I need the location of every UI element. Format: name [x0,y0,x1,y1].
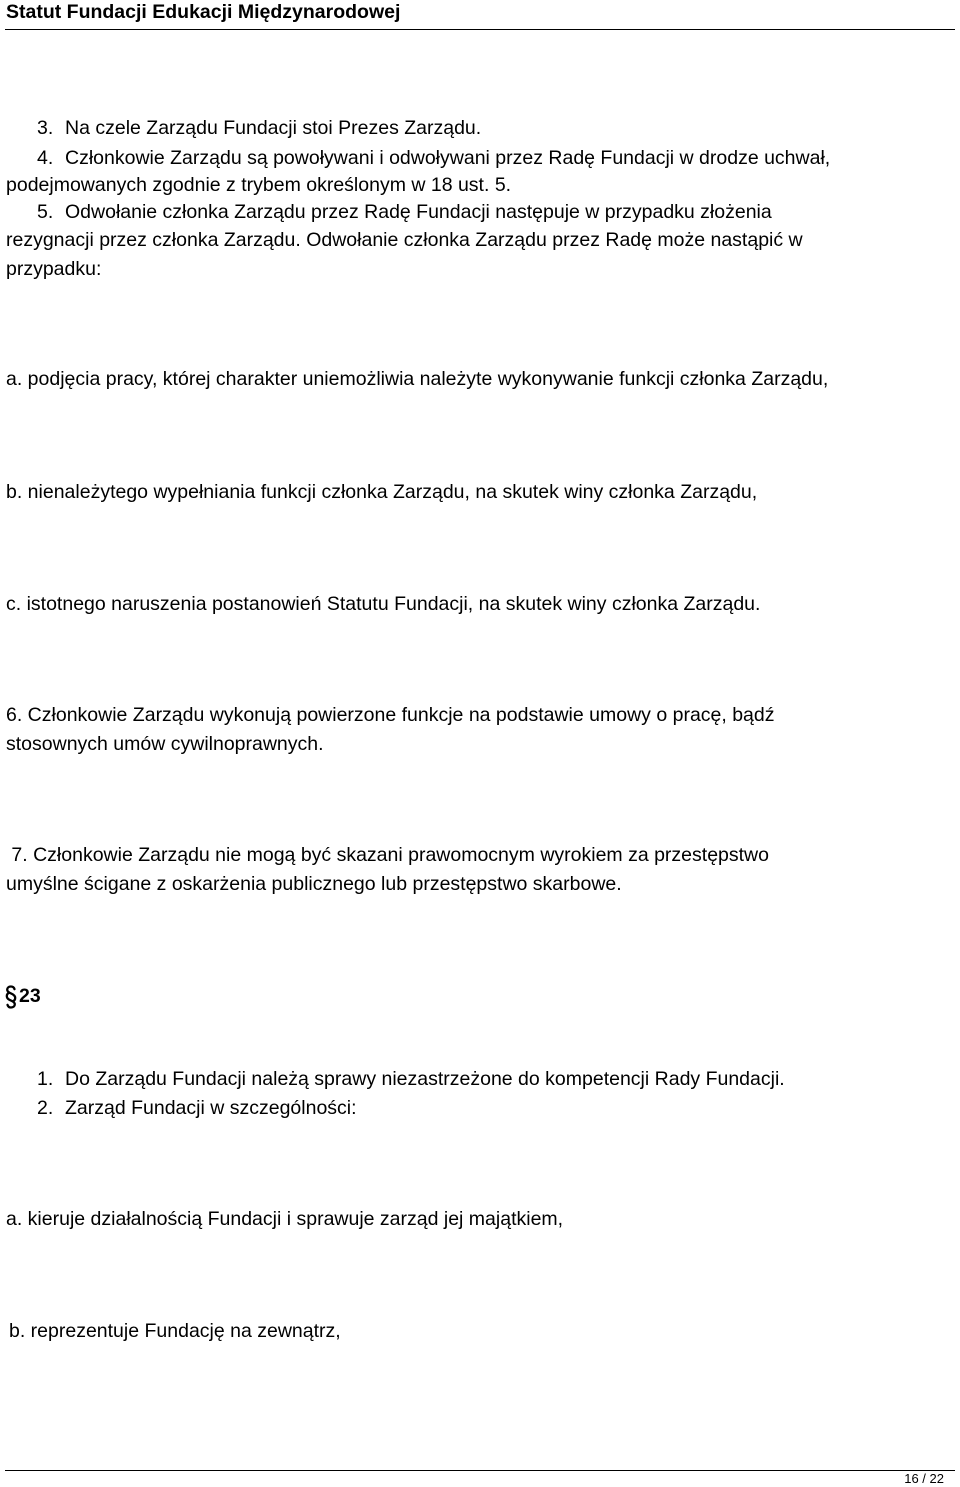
item-7-text-line2: umyślne ścigane z oskarżenia publicznego lub przestępstwo skarbowe. [6,873,622,895]
item-4-text-line2: podejmowanych zgodnie z trybem określonym w 18 ust. 5. [6,174,512,196]
item-3-text: Na czele Zarządu Fundacji stoi Prezes Zarządu. [65,117,482,139]
header-divider [5,29,955,30]
item-5-text-line3: przypadku: [6,258,102,280]
document-title: Statut Fundacji Edukacji Międzynarodowej [6,1,401,23]
item-4-text-line1: Członkowie Zarządu są powoływani i odwoływani przez Radę Fundacji w drodze uchwał, [65,147,831,169]
s23-item-1-text: Do Zarządu Fundacji należą sprawy niezastrzeżone do kompetencji Rady Fundacji. [65,1068,785,1090]
item-6-text-line1: 6. Członkowie Zarządu wykonują powierzone funkcje na podstawie umowy o pracę, bądź [6,704,775,726]
section-sign-icon [4,985,18,1009]
page-number: 16 / 22 [904,1471,944,1486]
section-heading: 23 [19,985,41,1007]
s23-sub-a: a. kieruje działalnością Fundacji i sprawuje zarząd jej majątkiem, [6,1208,564,1230]
footer-divider [5,1470,955,1471]
item-3-number: 3. [37,117,54,139]
item-5-number: 5. [37,201,54,223]
item-7-text-line1: 7. Członkowie Zarządu nie mogą być skazani prawomocnym wyrokiem za przestępstwo [6,844,769,866]
item-5-sub-b: b. nienależytego wypełniania funkcji członka Zarządu, na skutek winy członka Zarządu, [6,481,758,503]
item-5-sub-a: a. podjęcia pracy, której charakter uniemożliwia należyte wykonywanie funkcji członka Zarządu, [6,368,829,390]
s23-item-2-number: 2. [37,1097,54,1119]
s23-item-2-text: Zarząd Fundacji w szczególności: [65,1097,357,1119]
item-5-text-line1: Odwołanie członka Zarządu przez Radę Fundacji następuje w przypadku złożenia [65,201,772,223]
item-5-text-line2: rezygnacji przez członka Zarządu. Odwołanie członka Zarządu przez Radę może nastąpić w [6,229,803,251]
item-4-number: 4. [37,147,54,169]
item-6-text-line2: stosownych umów cywilnoprawnych. [6,733,324,755]
s23-sub-b: b. reprezentuje Fundację na zewnątrz, [9,1320,341,1342]
s23-item-1-number: 1. [37,1068,54,1090]
item-5-sub-c: c. istotnego naruszenia postanowień Statutu Fundacji, na skutek winy członka Zarządu. [6,593,761,615]
